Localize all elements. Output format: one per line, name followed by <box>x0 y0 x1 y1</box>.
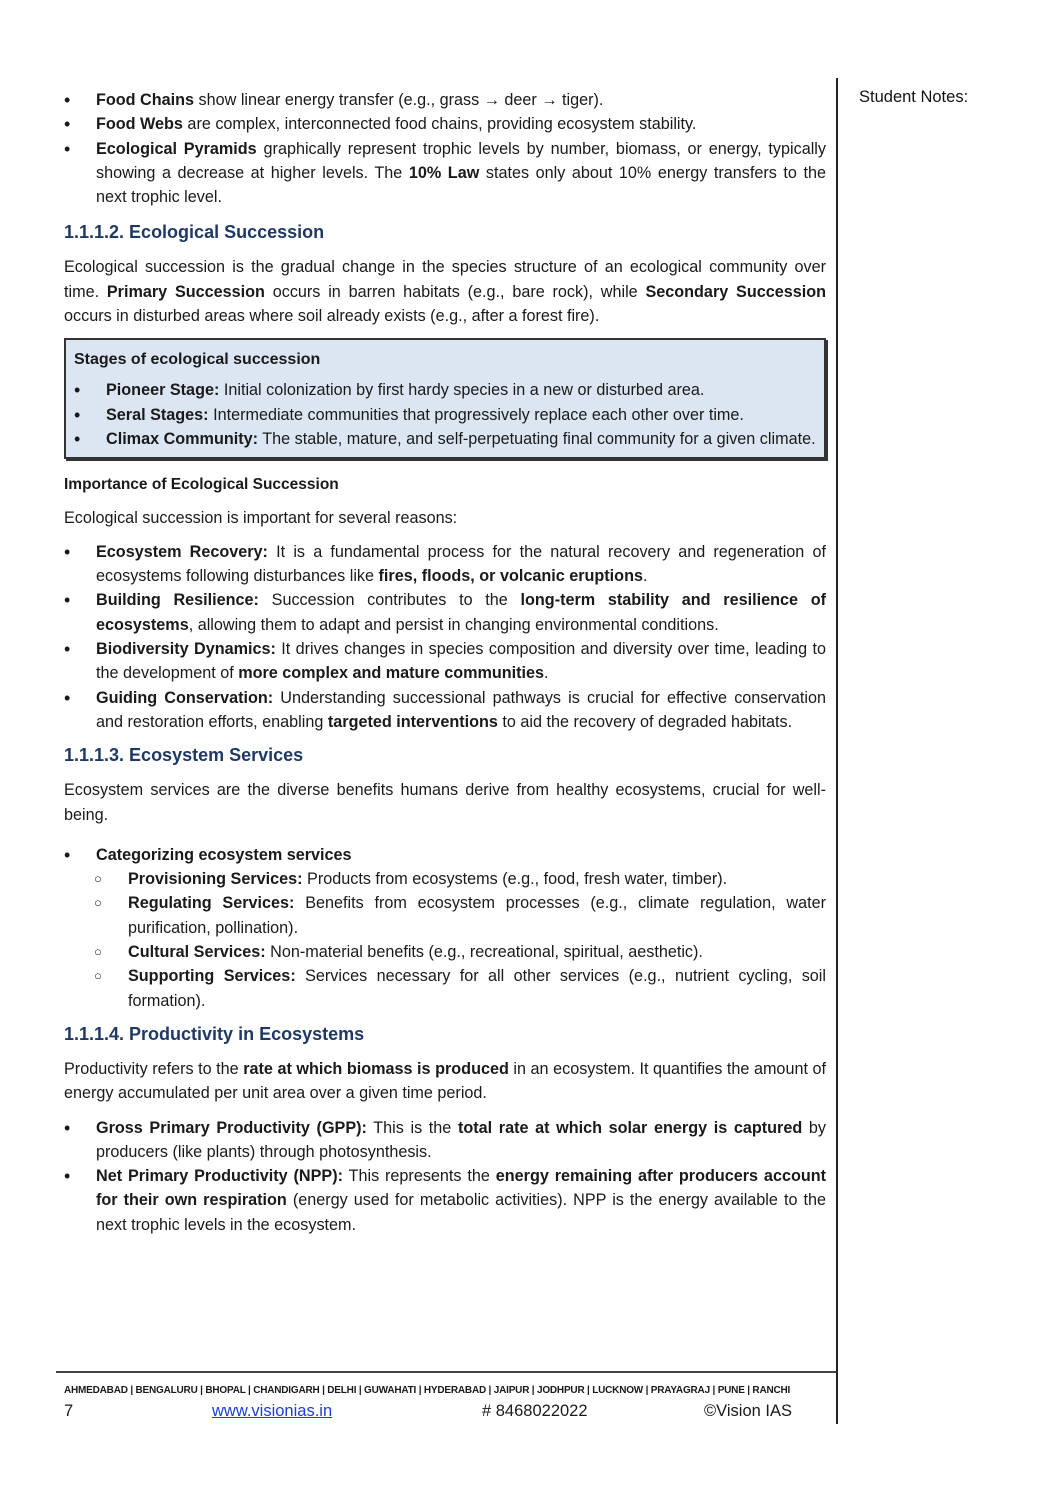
website-link[interactable]: www.visionias.in <box>212 1402 333 1420</box>
paragraph: Productivity refers to the rate at which biomass is produced in an ecosystem. It quantifies the amount of energy accumulated per unit area over a given time period. <box>64 1059 826 1103</box>
list-item: • Categorizing ecosystem services <box>64 843 826 867</box>
footer-divider <box>56 1371 836 1373</box>
stages-callout-box <box>64 338 826 459</box>
list-item: • Seral Stages: Intermediate communities that progressively replace each other over time. <box>74 403 816 427</box>
page-number: 7 <box>64 1402 74 1420</box>
list-item: ○ Cultural Services: Non-material benefits (e.g., recreational, spiritual, aesthetic). <box>64 940 826 964</box>
paragraph: Ecosystem services are the diverse benefits humans derive from healthy ecosystems, crucial for well-being. <box>64 781 826 824</box>
productivity-list <box>64 1116 826 1237</box>
list-item: • Pioneer Stage: Initial colonization by first hardy species in a new or disturbed area. <box>74 378 816 402</box>
list-item: • Ecosystem Recovery: It is a fundamental process for the natural recovery and regeneration of ecosystems following disturbances like fires, floods, or volcanic eruptions. <box>64 540 826 589</box>
importance-list <box>64 540 826 734</box>
intro-bullet-list <box>64 88 826 209</box>
list-item: ○ Regulating Services: Benefits from ecosystem processes (e.g., climate regulation, water purification, pollination). <box>64 891 826 940</box>
footer-cities: AHMEDABAD | BENGALURU | BHOPAL | CHANDIGARH | DELHI | GUWAHATI | HYDERABAD | JAIPUR | JODHPUR | LUCKNOW | PRAYAGRAJ | PUNE | RANCHI <box>64 1385 791 1396</box>
notes-divider <box>836 78 838 1424</box>
list-item: • Ecological Pyramids graphically represent trophic levels by number, biomass, or energy, typically showing a decrease at higher levels. The 10% Law states only about 10% energy transfers to the next trophic level. <box>64 137 826 210</box>
list-item: • Food Chains show linear energy transfer (e.g., grass → deer → tiger). <box>64 88 826 112</box>
services-list <box>64 843 826 1013</box>
paragraph: Ecological succession is important for several reasons: <box>64 508 458 527</box>
list-item: • Guiding Conservation: Understanding successional pathways is crucial for effective conservation and restoration efforts, enabling targeted interventions to aid the recovery of degraded habitats. <box>64 686 826 735</box>
section-heading-productivity: 1.1.1.4. Productivity in Ecosystems <box>64 1023 365 1044</box>
list-item: • Food Webs are complex, interconnected food chains, providing ecosystem stability. <box>64 112 826 136</box>
section-heading-services: 1.1.1.3. Ecosystem Services <box>64 745 304 766</box>
list-item: • Building Resilience: Succession contributes to the long-term stability and resilience of ecosystems, allowing them to adapt and persist in changing environmental conditions. <box>64 588 826 637</box>
list-item: • Climax Community: The stable, mature, and self-perpetuating final community for a given climate. <box>74 427 816 451</box>
copyright: ©Vision IAS <box>704 1402 792 1420</box>
list-item: ○ Provisioning Services: Products from ecosystems (e.g., food, fresh water, timber). <box>64 867 826 891</box>
callout-title: Stages of ecological succession <box>74 351 321 369</box>
importance-subheading: Importance of Ecological Succession <box>64 476 339 494</box>
list-item: • Biodiversity Dynamics: It drives changes in species composition and diversity over time, leading to the development of more complex and mature communities. <box>64 637 826 686</box>
paragraph: Ecological succession is the gradual change in the species structure of an ecological community over time. Primary Succession occurs in barren habitats (e.g., bare rock), while Secondary Succession occurs in disturbed areas where soil already exists (e.g., after a forest fire). <box>64 258 827 326</box>
phone-number: # 8468022022 <box>482 1402 588 1420</box>
section-heading-succession: 1.1.1.2. Ecological Succession <box>64 222 325 243</box>
list-item: ○ Supporting Services: Services necessary for all other services (e.g., nutrient cycling, soil formation). <box>64 964 826 1013</box>
main-content <box>64 88 826 1237</box>
student-notes-label: Student Notes: <box>859 88 969 106</box>
list-item: • Net Primary Productivity (NPP): This represents the energy remaining after producers account for their own respiration (energy used for metabolic activities). NPP is the energy available to the next trophic levels in the ecosystem. <box>64 1164 826 1237</box>
list-item: • Gross Primary Productivity (GPP): This is the total rate at which solar energy is captured by producers (like plants) through photosynthesis. <box>64 1116 826 1165</box>
